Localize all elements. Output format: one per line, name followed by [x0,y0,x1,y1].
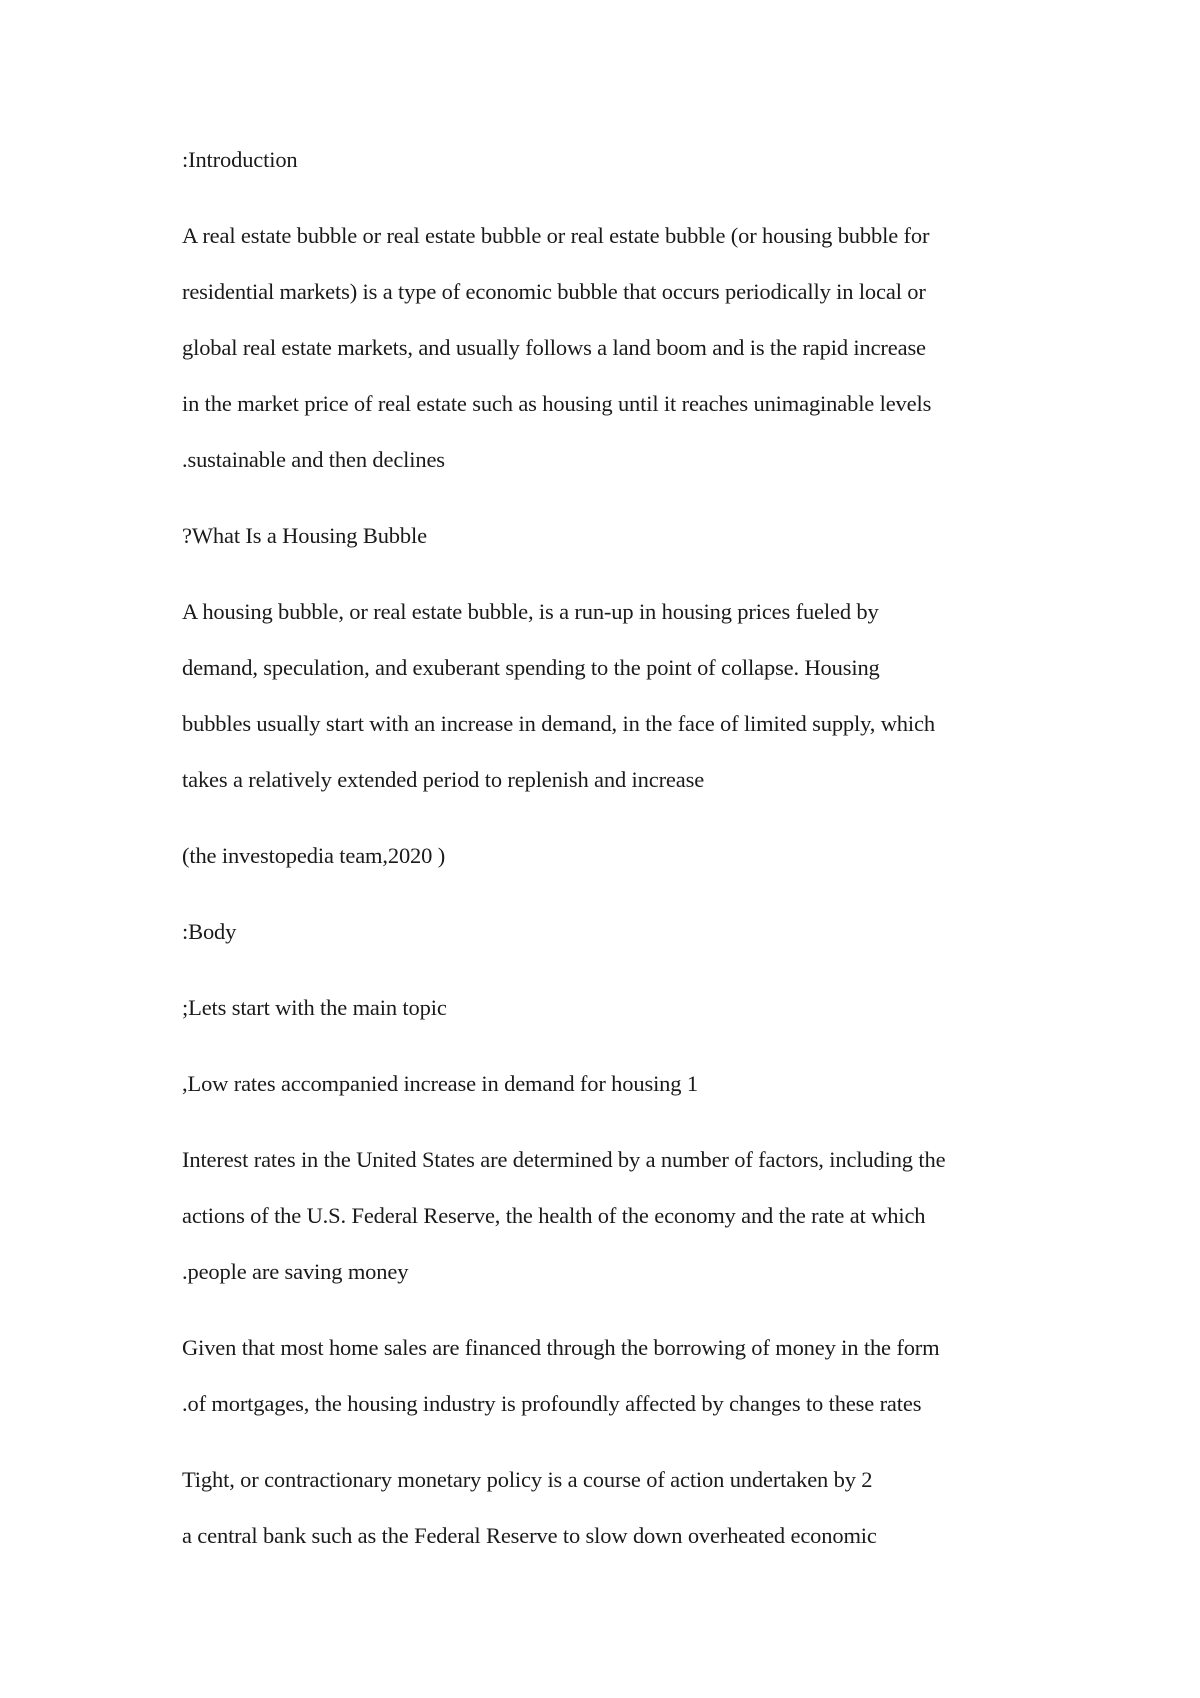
text-line: .sustainable and then declines [182,447,445,472]
text-line: global real estate markets, and usually follows a land boom and is the rapid increase [182,335,926,360]
citation: (the investopedia team,2020 ) [182,843,446,868]
text-line: takes a relatively extended period to replenish and increase [182,767,705,792]
text-line: residential markets) is a type of economic bubble that occurs periodically in local or [182,279,926,304]
text-line: .of mortgages, the housing industry is profoundly affected by changes to these rates [182,1391,922,1416]
text-line: a central bank such as the Federal Reserve to slow down overheated economic [182,1523,877,1548]
text-line: actions of the U.S. Federal Reserve, the health of the economy and the rate at which [182,1203,926,1228]
text-line: in the market price of real estate such as housing until it reaches unimaginable levels [182,391,932,416]
heading-body: :Body [182,919,237,944]
text-line: bubbles usually start with an increase in demand, in the face of limited supply, which [182,711,935,736]
list-item-1: ,Low rates accompanied increase in demand for housing 1 [182,1071,698,1096]
heading-housing-bubble: ?What Is a Housing Bubble [182,523,427,548]
list-item-2: Tight, or contractionary monetary policy is a course of action undertaken by 2 [182,1467,873,1492]
text-line: ;Lets start with the main topic [182,995,447,1020]
text-line: demand, speculation, and exuberant spending to the point of collapse. Housing [182,655,880,680]
text-line: A housing bubble, or real estate bubble, is a run-up in housing prices fueled by [182,599,879,624]
text-line: .people are saving money [182,1259,409,1284]
text-line: A real estate bubble or real estate bubble or real estate bubble (or housing bubble for [182,223,930,248]
heading-introduction: :Introduction [182,147,298,172]
text-line: Interest rates in the United States are determined by a number of factors, including the [182,1147,946,1172]
text-line: Given that most home sales are financed through the borrowing of money in the form [182,1335,940,1360]
